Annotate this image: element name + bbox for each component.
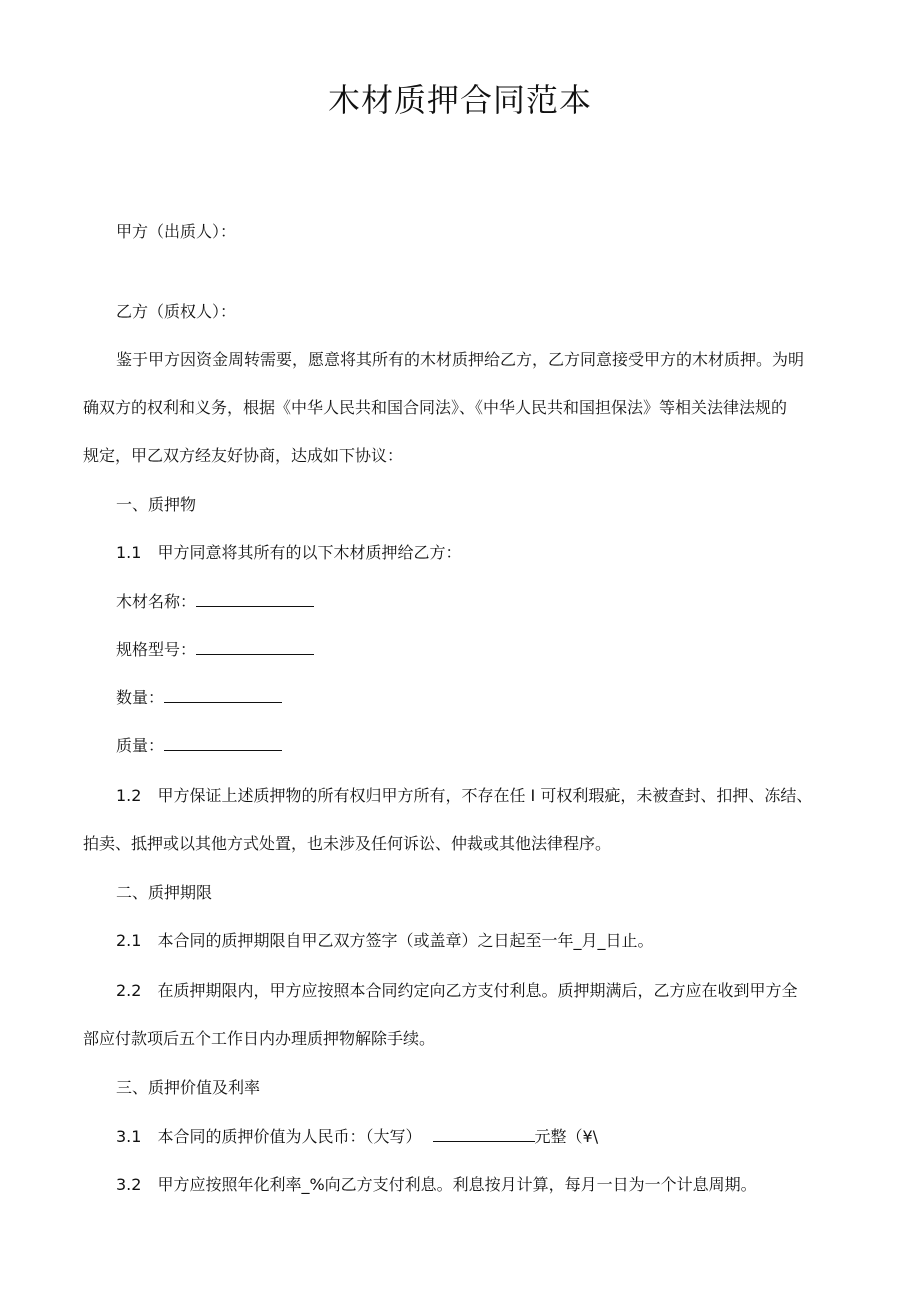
clause-2-2-line-1: 2.2 在质押期限内，甲方应按照本合同约定向乙方支付利息。质押期满后，乙方应在收到甲方全	[116, 981, 798, 1000]
clause-3-1-prefix: 3.1 本合同的质押价值为人民币：（大写）	[116, 1127, 422, 1146]
quantity-blank	[164, 688, 282, 703]
clause-3-2: 3.2 甲方应按照年化利率_%向乙方支付利息。利息按月计算，每月一日为一个计息周期。	[116, 1175, 757, 1194]
party-a-label: 甲方（出质人）：	[116, 222, 237, 241]
clause-1-2-line-1: 1.2 甲方保证上述质押物的所有权归甲方所有，不存在任 I 可权利瑕疵，未被查封、扣押、冻结、	[116, 786, 813, 805]
clause-3-1	[116, 1126, 598, 1148]
quality-row	[116, 735, 282, 757]
quality-label: 质量：	[116, 736, 165, 755]
preamble-line-2: 确双方的权利和义务，根据《中华人民共和国合同法》、《中华人民共和国担保法》等相关法律法规的	[83, 398, 788, 417]
party-b-line	[116, 301, 236, 323]
clause-1-2-line-2: 拍卖、抵押或以其他方式处置，也未涉及任何诉讼、仲裁或其他法律程序。	[83, 834, 612, 853]
section-3-heading: 三、质押价值及利率	[116, 1078, 261, 1097]
clause-1-1: 1.1 甲方同意将其所有的以下木材质押给乙方：	[116, 543, 462, 562]
spec-blank	[196, 640, 314, 655]
preamble-line-1: 鉴于甲方因资金周转需要，愿意将其所有的木材质押给乙方，乙方同意接受甲方的木材质押。为明	[116, 350, 805, 369]
section-1-heading: 一、质押物	[116, 495, 197, 514]
value-amount-blank	[433, 1127, 535, 1142]
party-b-label: 乙方（质权人）：	[116, 302, 237, 321]
quality-blank	[164, 736, 282, 751]
clause-3-1-suffix: 元整（¥\	[534, 1127, 599, 1146]
party-a-line	[116, 221, 236, 243]
quantity-label: 数量：	[116, 688, 165, 707]
wood-name-label: 木材名称：	[116, 592, 197, 611]
document-title: 木材质押合同范本	[327, 81, 592, 119]
wood-name-row	[116, 591, 314, 613]
clause-2-2-line-2: 部应付款项后五个工作日内办理质押物解除手续。	[83, 1029, 436, 1048]
clause-2-1: 2.1 本合同的质押期限自甲乙双方签字（或盖章）之日起至一年_月_日止。	[116, 931, 654, 950]
preamble-line-3: 规定，甲乙双方经友好协商，达成如下协议：	[83, 446, 404, 465]
quantity-row	[116, 687, 282, 709]
section-2-heading: 二、质押期限	[116, 883, 213, 902]
spec-row	[116, 639, 314, 661]
wood-name-blank	[196, 592, 314, 607]
spec-label: 规格型号：	[116, 640, 197, 659]
